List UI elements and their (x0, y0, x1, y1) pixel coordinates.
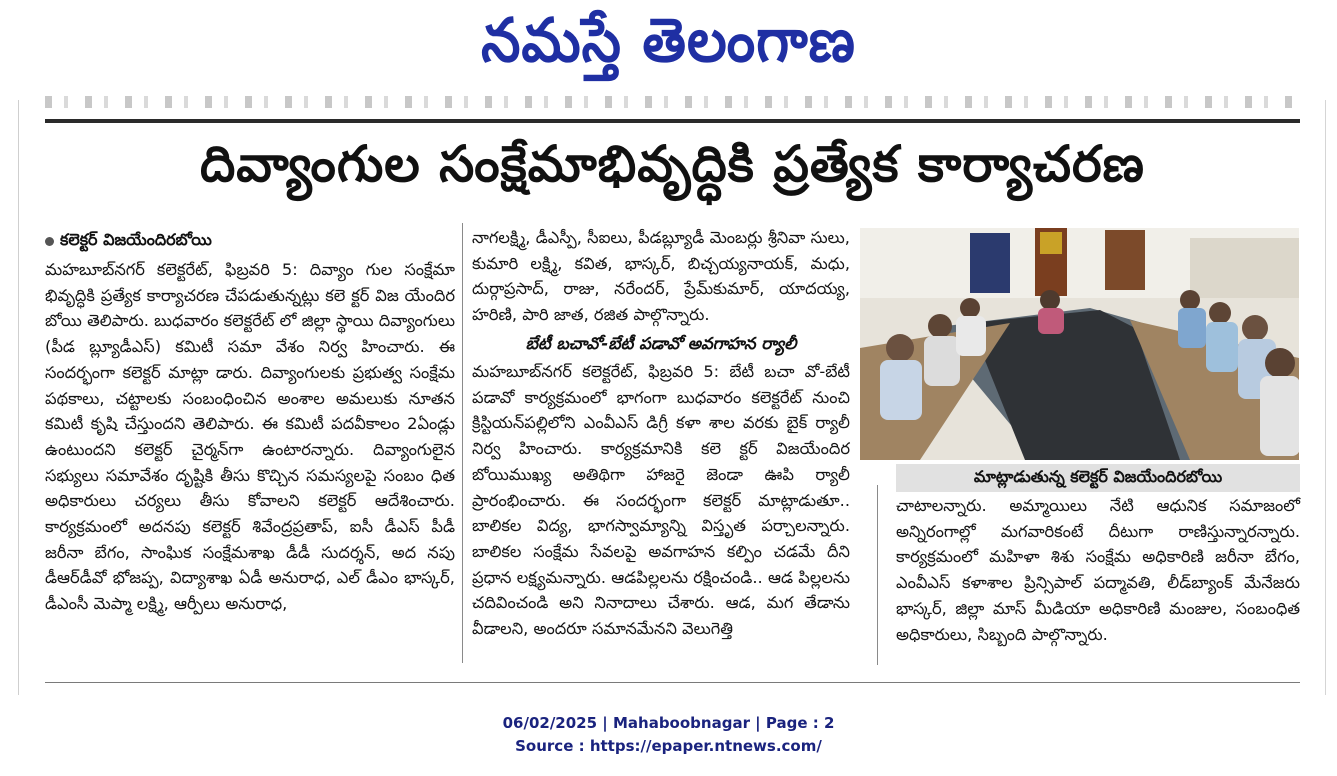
byline (45, 229, 455, 253)
article-column-3 (896, 493, 1300, 647)
clipped-text-line (45, 96, 1300, 108)
article-column-1 (45, 257, 455, 617)
article-paragraph: మహబూబ్‌నగర్ కలెక్టరేట్, ఫిబ్రవరి 5: బేటీ బచా వో-బేటీ పడావో కార్యక్రమంలో భాగంగా బుధవారం కలెక్టరేట్ నుంచి క్రిస్టియన్‌పల్లిలోని ఎంవీఎస్ డిగ్రీ కళా శాల వరకు బైక్ ర్యాలీ నిర్వ హించారు. కార్యక్రమానికి కలె క్టర్ విజయేందిర బోయిముఖ్య అతిథిగా హాజరై జెండా ఊపి ర్యాలీ ప్రారంభించారు. ఈ సందర్భంగా కలెక్టర్ మాట్లాడుతూ.. బాలికల విద్య, భాగస్వామ్యాన్ని విస్తృత పర్చాలన్నారు. బాలికల సంక్షేమ సేవలపై అవగాహన కల్పిం చడమే దీని ప్రధాన లక్ష్యమన్నారు. ఆడపిల్లలను రక్షించండి.. ఆడ పిల్లలను చదివించండి అని నినాదాలు చేశారు. ఆడ, మగ తేడాను వీడాలని, అందరూ సమానమేనని వెలుగెత్తి (472, 362, 850, 639)
column-divider (877, 485, 878, 665)
footer-source: Source : https://epaper.ntnews.com/ (515, 737, 822, 755)
page-edge-left (18, 100, 19, 695)
sub-headline: బేటీ బచావో-బేటీ పడావో అవగాహన ర్యాలీ (525, 334, 797, 353)
page-edge-right (1325, 100, 1326, 695)
top-rule (45, 119, 1300, 123)
article-column-2-bottom (472, 359, 850, 642)
column-divider (462, 223, 463, 663)
footer-date-edition: 06/02/2025 | Mahaboobnagar | Page : 2 (502, 714, 835, 732)
masthead (0, 0, 1337, 95)
article-headline: దివ్యాంగుల సంక్షేమాభివృద్ధికి ప్రత్యేక కార్యాచరణ (200, 134, 1145, 193)
bottom-rule (45, 682, 1300, 683)
article-paragraph: నాగలక్ష్మి, డీఎస్పీ, సీఐలు, పీడబ్ల్యూడీ మెంబర్లు శ్రీనివా సులు, కుమారి లక్ష్మి, కవిత, భాస్కర్, బిచ్చయ్యనాయక్, మధు, దుర్గాప్రసాద్, రాజు, నరేందర్, ప్రేమ్‌కుమార్, యాదయ్య, హరిణి, పారి జాత, రజిత పాల్గొన్నారు. (472, 228, 850, 325)
masthead-title: నమస్తే తెలంగాణ (481, 4, 856, 76)
article-column-2 (472, 225, 850, 329)
bullet-icon (45, 237, 54, 246)
article-paragraph: మహబూబ్‌నగర్ కలెక్టరేట్, ఫిబ్రవరి 5: దివ్యాం గుల సంక్షేమా భివృద్ధికి ప్రత్యేక కార్యాచరణ చేపడుతున్నట్లు కలె క్టర్ విజ యేందిర బోయి తెలిపారు. బుధవారం కలెక్టరేట్ లో జిల్లా స్థాయి దివ్యాంగులు (పీడ బ్ల్యూడీఎస్) కమిటీ సమా వేశం నిర్వ హించారు. ఈ సందర్భంగా కలెక్టర్ మాట్లా డారు. దివ్యాంగులకు ప్రభుత్వ సంక్షేమ పథకాలు, చట్టాలకు సంబంధించిన అంశాల అమలుకు నూతన కమిటీ కృషి చేస్తుందని తెలిపారు. ఈ కమిటీ పదవీకాలం 2ఏండ్లు ఉంటుందని కలెక్టర్ చైర్మన్‌గా ఉంటారన్నారు. దివ్యాంగులైన సభ్యులు సమావేశం దృష్టికి తీసు కొచ్చిన సమస్యలపై సంబం ధిత అధికారులు చర్యలు తీసు కోవాలని కలెక్టర్ ఆదేశించారు. కార్యక్రమంలో అదనపు కలెక్టర్ శివేంద్రప్రతాప్, ఐసీ డీఎస్ పీడీ జరీనా బేగం, సాంఘిక సంక్షేమశాఖ డీడీ సుదర్శన్, అద నపు డీఆర్‌డీవో భోజప్ప, విద్యాశాఖ ఏడీ అనురాధ, ఎల్ డీఎం భాస్కర్, డీఎంసీ మెప్మా లక్ష్మి, ఆర్పీలు అనురాధ, (45, 260, 455, 614)
photo-caption: మాట్లాడుతున్న కలెక్టర్ విజయేందిరబోయి (896, 464, 1300, 492)
byline-text: కలెక్టర్ విజయేందిరబోయి (60, 229, 212, 249)
meeting-photo (860, 228, 1299, 460)
article-paragraph: చాటాలన్నారు. అమ్మాయిలు నేటి ఆధునిక సమాజంలో అన్నిరంగాల్లో మగవారికంటే దీటుగా రాణిస్తున్నారన్నారు. కార్యక్రమంలో మహిళా శిశు సంక్షేమ అధికారిణి జరీనా బేగం, ఎంవీఎస్ కళాశాల ప్రిన్సిపాల్ పద్మావతి, లీడ్‌బ్యాంక్ మేనేజరు భాస్కర్, జిల్లా మాస్ మీడియా అధికారిణి మంజుల, సంబంధిత అధికారులు, సిబ్బంది పాల్గొన్నారు. (896, 496, 1300, 644)
